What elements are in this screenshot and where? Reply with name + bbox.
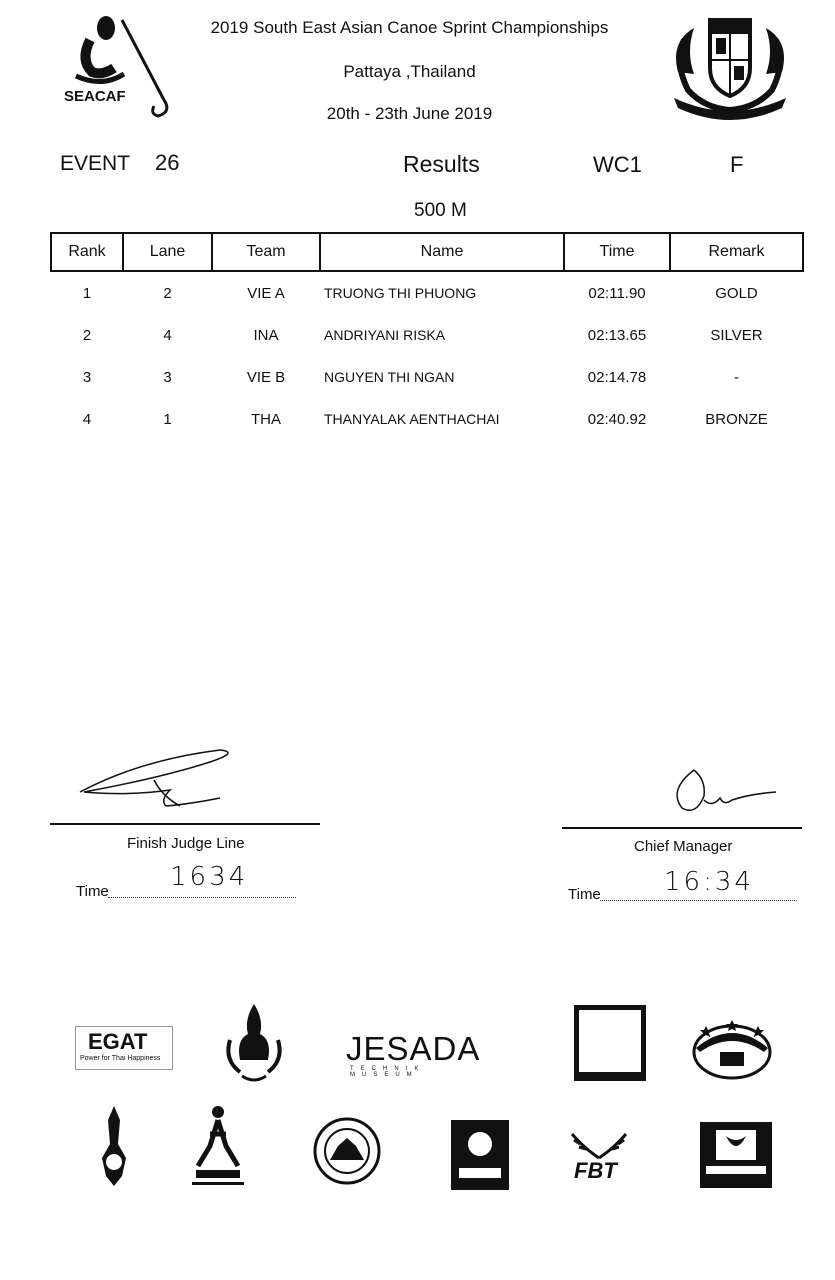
time-cell: 02:14.78: [587, 368, 647, 386]
crest-logo: [664, 12, 796, 124]
chief-manager-time-label: Time: [568, 886, 601, 903]
gsb-emblem-icon: [451, 1120, 509, 1190]
gsb-logo: [451, 1120, 509, 1190]
egat-tagline: Power for Thai Happiness: [80, 1055, 161, 1062]
thai-emblem-logo: [222, 1000, 286, 1086]
event-label: EVENT: [60, 152, 131, 175]
nsdf-logo: [188, 1104, 248, 1190]
col-header-time: Time: [564, 233, 670, 271]
fbt-logo: [566, 1130, 632, 1186]
location: Pattaya ,Thailand: [343, 62, 476, 81]
team-cell: VIE B: [246, 368, 286, 386]
bank-emblem-icon: [700, 1122, 772, 1188]
col-header-lane: Lane: [123, 233, 212, 271]
thai-bank-logo: [700, 1122, 772, 1188]
finish-judge-time-label: Time: [76, 883, 109, 900]
table-row: [51, 271, 803, 314]
time-cell: 02:13.65: [587, 326, 647, 344]
seacaf-logo-text: SEACAF: [64, 88, 126, 105]
event-distance: 500 M: [414, 200, 467, 221]
col-header-rank: Rank: [51, 233, 123, 271]
lane-cell: 3: [163, 368, 172, 386]
table-header-row: [51, 233, 803, 271]
col-header-team: Team: [212, 233, 320, 271]
fbt-logo-text: FBT: [574, 1158, 617, 1183]
chief-manager-signature: [660, 760, 790, 820]
remark-cell: BRONZE: [705, 410, 768, 428]
rank-cell: 2: [82, 326, 92, 344]
lane-cell: 1: [163, 410, 172, 428]
name-cell: ANDRIYANI RISKA: [324, 327, 446, 343]
table-row: [51, 314, 803, 356]
results-table: [50, 232, 804, 440]
event-number: 26: [155, 150, 180, 175]
remark-cell: SILVER: [710, 326, 763, 344]
rank-cell: 1: [82, 284, 92, 302]
team-cell: THA: [251, 410, 281, 428]
lane-cell: 2: [163, 284, 172, 302]
egat-logo: [75, 1026, 173, 1070]
remark-cell: -: [734, 368, 739, 386]
finish-judge-label: Finish Judge Line: [127, 835, 245, 852]
table-row: [51, 356, 803, 398]
page-title: 2019 South East Asian Canoe Sprint Championships: [210, 18, 609, 37]
chief-manager-time-value: 16:34: [664, 867, 754, 897]
university-seal-logo: [312, 1116, 382, 1186]
rank-cell: 3: [82, 368, 92, 386]
remark-cell: GOLD: [715, 284, 758, 302]
lane-cell: 4: [163, 326, 172, 344]
jesada-sub-text: TECHNIK MUSEUM: [350, 1066, 426, 1078]
name-cell: NGUYEN THI NGAN: [324, 369, 455, 385]
team-cell: INA: [253, 326, 279, 344]
finish-judge-time-value: 1634: [170, 862, 249, 892]
col-header-name: Name: [320, 233, 564, 271]
laurel-icon: [566, 1130, 632, 1160]
event-category: WC1: [593, 152, 642, 177]
finish-judge-signature: [70, 740, 250, 820]
jesada-logo-text: JESADA: [346, 1030, 481, 1067]
event-phase: F: [730, 152, 744, 177]
rank-cell: 4: [82, 410, 92, 428]
time-cell: 02:11.90: [588, 284, 646, 302]
navy-emblem-logo: [94, 1104, 134, 1188]
time-cell: 02:40.92: [587, 410, 647, 428]
table-row: [51, 398, 803, 440]
chief-manager-label: Chief Manager: [634, 838, 733, 855]
insurance-logo: [574, 1005, 646, 1081]
name-cell: TRUONG THI PHUONG: [324, 285, 477, 301]
jesada-logo: [346, 1030, 481, 1078]
name-cell: THANYALAK AENTHACHAI: [324, 411, 500, 427]
crest-icon: [664, 12, 796, 124]
farm-logo: [690, 1018, 774, 1082]
event-dates: 20th - 23th June 2019: [326, 104, 493, 123]
finish-judge-line: [50, 823, 320, 825]
chief-manager-line: [562, 827, 802, 829]
team-cell: VIE A: [247, 284, 285, 302]
egat-logo-text: EGAT: [88, 1029, 148, 1054]
col-header-remark: Remark: [670, 233, 803, 271]
event-status: Results: [403, 151, 480, 177]
